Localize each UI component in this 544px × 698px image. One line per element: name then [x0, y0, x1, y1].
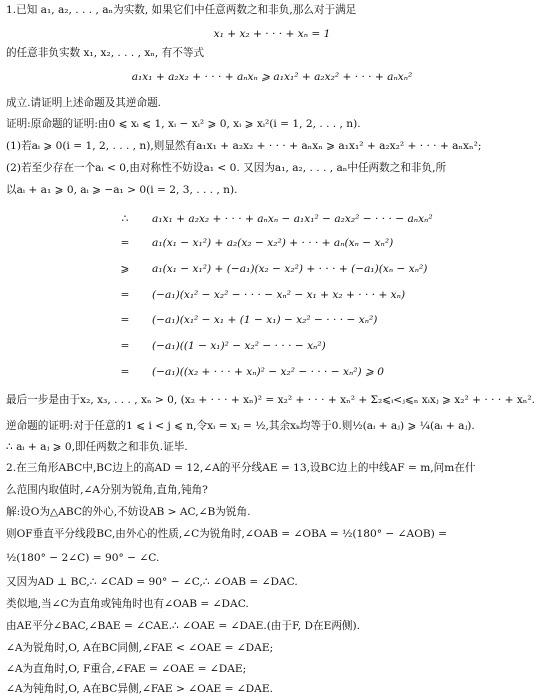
proof-case2-line1: (2)若至少存在一个aᵢ < 0,由对称性不妨设a₁ < 0. 又因为a₁, a₂, . . . , aₙ中任两数之和非负,所 [6, 162, 447, 174]
solution-line: ½(180° − 2∠C) = 90° − ∠C. [6, 552, 160, 564]
proof-case2-line2: 以aᵢ + a₁ ⩾ 0, aᵢ ⩾ −a₁ > 0(i = 2, 3, . . . , n). [6, 184, 238, 196]
problem1-ask: 成立.请证明上述命题及其逆命题. [6, 97, 162, 109]
solution-line: 类似地,当∠C为直角或钝角时也有∠OAB = ∠DAC. [6, 598, 249, 610]
derivation-symbol: ⩾ [120, 263, 130, 275]
derivation-step: a₁x₁ + a₂x₂ + · · · + aₙxₙ − a₁x₁² − a₂x₂² − · · · − aₙxₙ² [152, 213, 433, 225]
proof-case1: (1)若aᵢ ⩾ 0(i = 1, 2, . . . , n),则显然有a₁x₁ + a₂x₂ + · · · + aₙxₙ ⩾ a₁x₁² + a₂x₂² + · · · + aₙxₙ²; [6, 140, 482, 152]
solution-line: ∠A为锐角时,O, A在BC同侧,∠FAE < ∠OAE = ∠DAE; [6, 642, 274, 654]
derivation-symbol: = [120, 314, 130, 326]
derivation-step: (−a₁)((1 − x₁)² − x₂² − · · · − xₙ²) [152, 340, 326, 352]
problem1-intro-cont: 的任意非负实数 x₁, x₂, . . . , xₙ, 有不等式 [6, 47, 205, 59]
derivation-step: (−a₁)(x₁² − x₂² − · · · − xₙ² − x₁ + x₂ + · · · + xₙ) [152, 289, 406, 301]
solution-line: 则OF垂直平分线段BC,由外心的性质,∠C为锐角时,∠OAB = ∠OBA = ½(180° − ∠AOB) = [6, 528, 448, 540]
converse-proof: 逆命题的证明:对于任意的1 ⩽ i < j ⩽ n,令xᵢ = xⱼ = ½,其余xₖ均等于0.则½(aᵢ + aⱼ) ⩾ ¼(aᵢ + aⱼ). [6, 420, 475, 432]
solution-line: 由AE平分∠BAC,∠BAE = ∠CAE.∴ ∠OAE = ∠DAE.(由于F, D在E两侧). [6, 620, 361, 632]
derivation-symbol: = [120, 340, 130, 352]
proof-conclusion: ∴ aᵢ + aⱼ ⩾ 0,即任两数之和非负.证毕. [6, 441, 188, 453]
solution-line: ∠A为直角时,O, F重合,∠FAE = ∠OAE = ∠DAE; [6, 663, 247, 675]
problem1-intro: 1.已知 a₁, a₂, . . . , aₙ为实数, 如果它们中任意两数之和非负,那么对于满足 [6, 4, 357, 16]
derivation-symbol: = [120, 366, 130, 378]
problem1-inequality: a₁x₁ + a₂x₂ + · · · + aₙxₙ ⩾ a₁x₁² + a₂x₂² + · · · + aₙxₙ² [131, 71, 413, 83]
problem2-question-line1: 2.在三角形ABC中,BC边上的高AD = 12,∠A的平分线AE = 13,设BC边上的中线AF = m,问m在什 [6, 462, 476, 474]
derivation-symbol: = [120, 289, 130, 301]
derivation-step: (−a₁)(x₁² − x₁ + (1 − x₁) − x₂² − · · · − xₙ²) [152, 314, 378, 326]
derivation-step: (−a₁)((x₂ + · · · + xₙ)² − x₂² − · · · − xₙ²) ⩾ 0 [152, 366, 385, 378]
proof-head: 证明:原命题的证明:由0 ⩽ xᵢ ⩽ 1, xᵢ − xᵢ² ⩾ 0, xᵢ ⩾ xᵢ²(i = 1, 2, . . . , n). [6, 118, 361, 130]
solution-line: 又因为AD ⊥ BC,∴ ∠CAD = 90° − ∠C,∴ ∠OAB = ∠DAC. [6, 576, 298, 588]
last-step-note: 最后一步是由于x₂, x₃, . . . , xₙ > 0, (x₂ + · · · + xₙ)² = x₂² + · · · + xₙ² + Σ₂⩽ᵢ<ⱼ⩽ₙ xᵢxⱼ ⩾ x₂² + · · · + xₙ². [6, 394, 535, 406]
derivation-symbol: = [120, 237, 130, 249]
solution-line: ∠A为钝角时,O, A在BC异侧,∠FAE > ∠OAE = ∠DAE. [6, 683, 273, 695]
derivation-symbol: ∴ [121, 213, 129, 225]
derivation-step: a₁(x₁ − x₁²) + (−a₁)(x₂ − x₂²) + · · · + (−a₁)(xₙ − xₙ²) [152, 263, 428, 275]
problem1-condition: x₁ + x₂ + · · · + xₙ = 1 [213, 28, 331, 40]
solution-line: 解:设O为△ABC的外心,不妨设AB > AC,∠B为锐角. [6, 506, 251, 518]
derivation-step: a₁(x₁ − x₁²) + a₂(x₂ − x₂²) + · · · + aₙ(xₙ − xₙ²) [152, 237, 394, 249]
problem2-question-line2: 么范围内取值时,∠A分别为锐角,直角,钝角? [6, 484, 208, 496]
